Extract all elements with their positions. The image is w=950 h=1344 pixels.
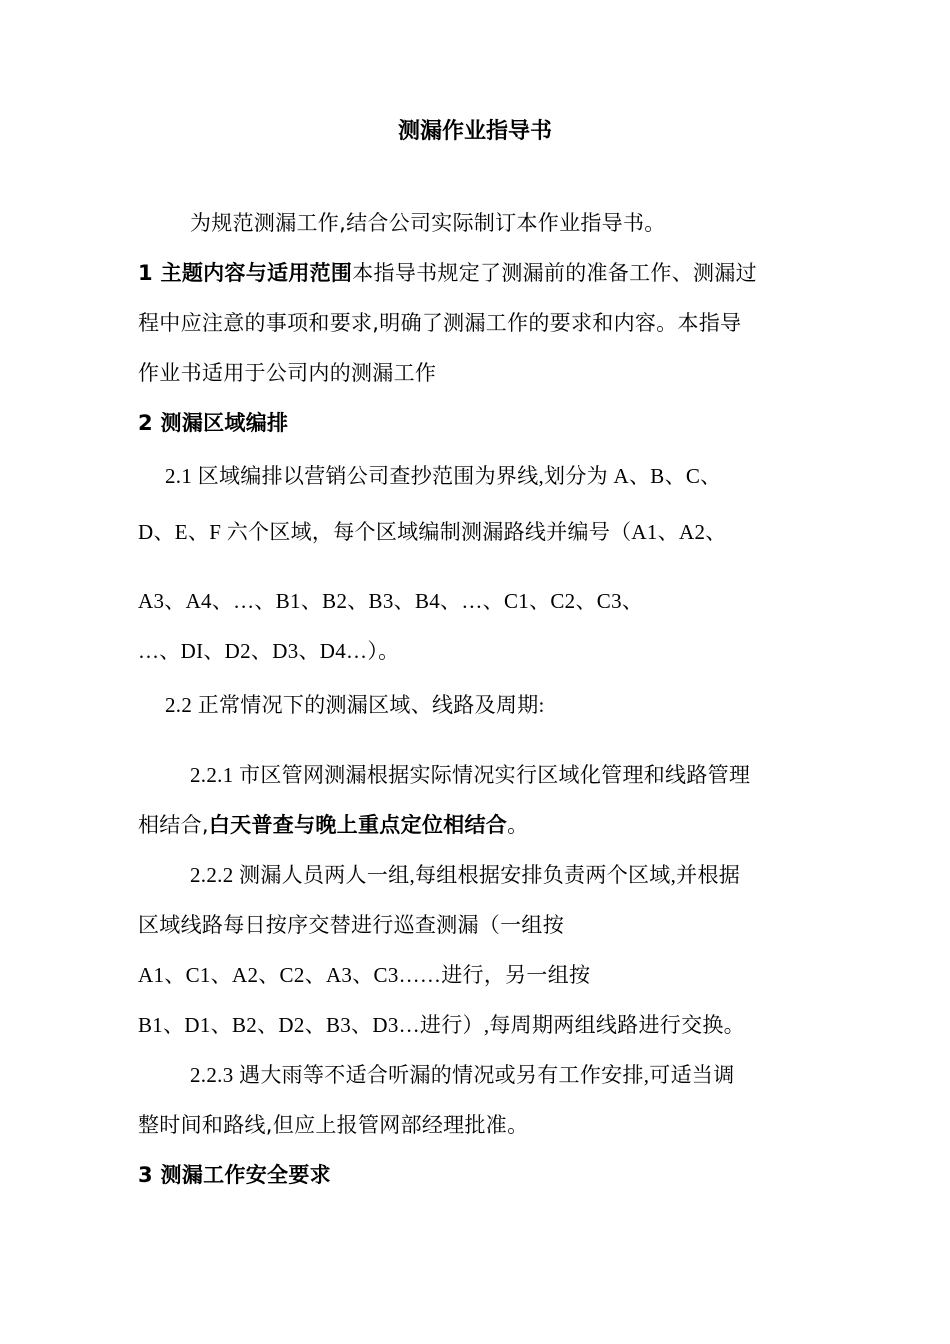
section-2-2-2-line-4: B1、D1、B2、D2、B3、D3…进行）,每周期两组线路进行交换。 — [138, 1013, 745, 1037]
section-1-line-1 — [138, 258, 757, 288]
section-2-2-1-line-2 — [138, 810, 528, 840]
section-3-heading: 3 测漏工作安全要求 — [138, 1163, 331, 1187]
section-2-2-1-end: 。 — [507, 813, 529, 837]
section-2-2-1-emphasis: 白天普查与晚上重点定位相结合 — [208, 813, 508, 837]
section-2-2-2-line-2: 区域线路每日按序交替进行巡查测漏（一组按 — [138, 913, 564, 937]
section-2-2-heading: 2.2 正常情况下的测漏区域、线路及周期: — [165, 693, 545, 717]
section-2-2-3-line-2: 整时间和路线,但应上报管网部经理批准。 — [138, 1113, 529, 1137]
section-2-2-2-line-3: A1、C1、A2、C2、A3、C3……进行，另一组按 — [138, 963, 591, 987]
section-1-heading: 1 主题内容与适用范围 — [138, 261, 353, 285]
section-2-1-line-4: …、DI、D2、D3、D4…）。 — [138, 639, 400, 663]
section-2-1-line-2: D、E、F 六个区域，每个区域编制测漏路线并编号（A1、A2、 — [138, 520, 727, 544]
section-1-text: 本指导书规定了测漏前的准备工作、测漏过 — [352, 261, 757, 285]
section-1-line-2: 程中应注意的事项和要求,明确了测漏工作的要求和内容。本指导 — [138, 311, 742, 335]
section-2-2-1-text: 相结合, — [138, 813, 209, 837]
section-2-heading: 2 测漏区域编排 — [138, 411, 289, 435]
section-2-2-2-line-1: 2.2.2 测漏人员两人一组,每组根据安排负责两个区域,并根据 — [190, 863, 741, 887]
document-title: 测漏作业指导书 — [397, 119, 552, 144]
section-2-1-line-3: A3、A4、…、B1、B2、B3、B4、…、C1、C2、C3、 — [138, 589, 644, 613]
intro-paragraph: 为规范测漏工作,结合公司实际制订本作业指导书。 — [190, 211, 666, 235]
section-2-2-3-line-1: 2.2.3 遇大雨等不适合听漏的情况或另有工作安排,可适当调 — [190, 1063, 735, 1087]
section-1-line-3: 作业书适用于公司内的测漏工作 — [138, 361, 437, 385]
section-2-1-line-1: 2.1 区域编排以营销公司查抄范围为界线,划分为 A、B、C、 — [165, 464, 722, 488]
section-2-2-1-line-1: 2.2.1 市区管网测漏根据实际情况实行区域化管理和线路管理 — [190, 763, 751, 787]
